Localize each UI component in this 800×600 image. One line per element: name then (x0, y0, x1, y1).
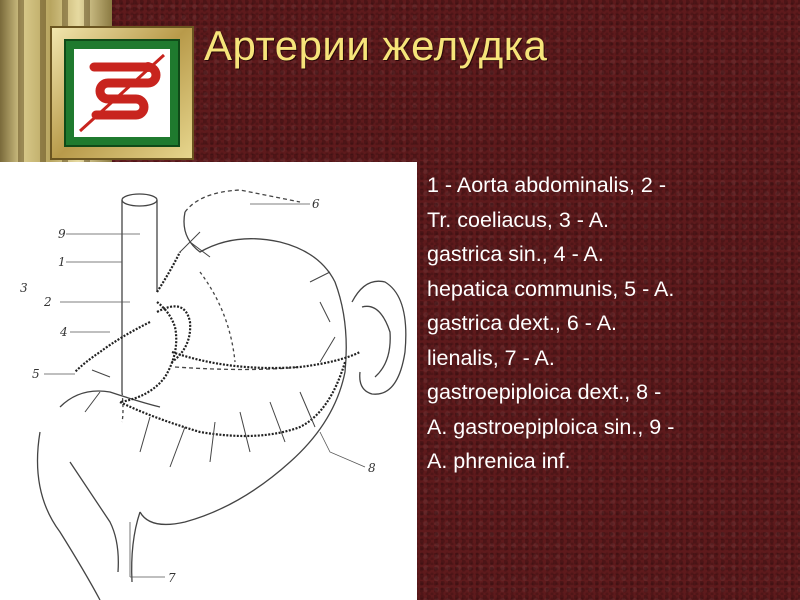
medical-logo (50, 26, 194, 160)
figure-label-7: 7 (168, 571, 176, 585)
logo-green-frame (64, 39, 180, 147)
stomach-arteries-diagram (0, 162, 417, 600)
aorta-drawing (122, 194, 157, 422)
figure-label-4: 4 (60, 325, 68, 339)
figure-label-8: 8 (368, 461, 376, 475)
spleen-drawing (352, 281, 406, 394)
figure-label-6: 6 (312, 197, 320, 211)
figure-label-1: 1 (58, 255, 66, 269)
arteries-legend-text: 1 - Aorta abdominalis, 2 - Tr. coeliacus, 3 - A. gastrica sin., 4 - A. hepatica communis, 5 - A. gastrica dext., 6 - A. lienalis, 7 - A. gastroepiploica dext., 8 - A. gastroepiploica sin., 9 - A. phrenica inf. (427, 173, 675, 473)
figure-label-5: 5 (32, 367, 40, 381)
stomach-outline (38, 190, 347, 600)
figure-label-2: 2 (44, 295, 52, 309)
figure-label-3: 3 (20, 281, 28, 295)
serpent-emblem-icon (74, 49, 170, 137)
slide-title: Артерии желудка (204, 22, 548, 69)
logo-plate (74, 49, 170, 137)
figure-label-9: 9 (58, 227, 66, 241)
celiac-arteries (75, 252, 360, 436)
